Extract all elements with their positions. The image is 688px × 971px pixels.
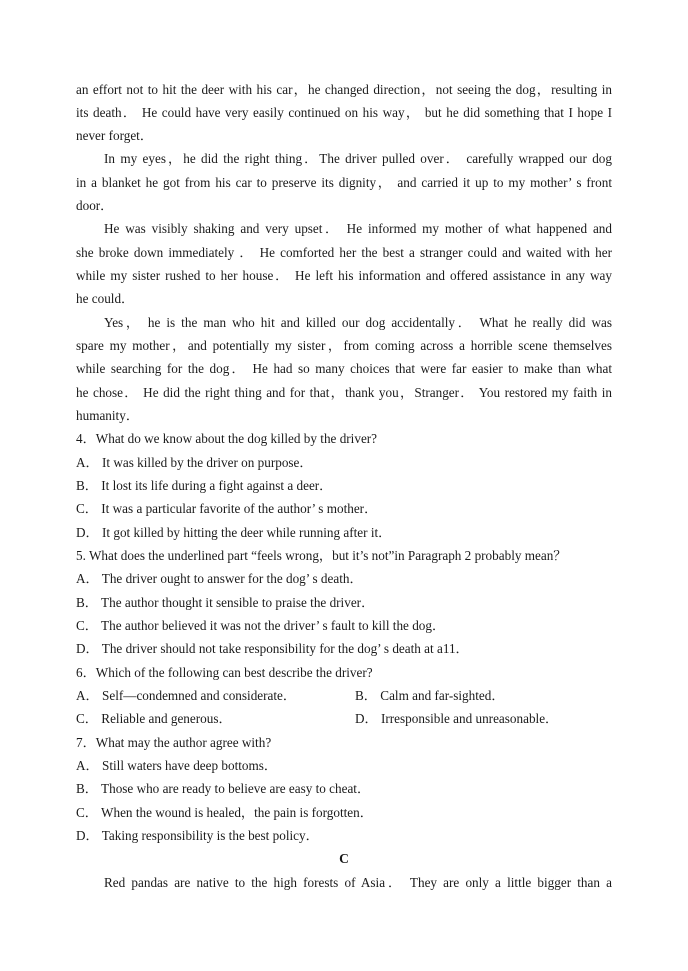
passage-line: an effort not to hit the deer with his car，he changed direction，not seeing the dog，resulting in xyxy=(76,82,612,97)
question-stem-7: 7．What may the author agree with? xyxy=(76,735,272,750)
option-5c: C． The author believed it was not the driver’ s fault to kill the dog． xyxy=(76,618,446,633)
option-7c: C． When the wound is healed，the pain is forgotten． xyxy=(76,805,373,820)
question-stem-6: 6．Which of the following can best describe the driver? xyxy=(76,665,373,680)
passage-line: while searching for the dog． He had so many choices that were far easier to make than what xyxy=(76,361,612,376)
question-stem-4: 4．What do we know about the dog killed by the driver? xyxy=(76,431,378,446)
passage-line: he chose． He did the right thing and for that，thank you，Stranger． You restored my faith in xyxy=(76,385,612,400)
passage-line: he could． xyxy=(76,291,135,306)
option-5b: B． The author thought it sensible to praise the driver． xyxy=(76,595,375,610)
passage-line: door． xyxy=(76,198,114,213)
passage-line: Red pandas are native to the high forests of Asia． They are only a little bigger than a xyxy=(104,875,612,890)
option-6d: D． Irresponsible and unreasonable． xyxy=(355,711,559,726)
option-4b: B． It lost its life during a fight against a deer． xyxy=(76,478,333,493)
option-6b: B． Calm and far-sighted． xyxy=(355,688,505,703)
passage-line: never forget． xyxy=(76,128,154,143)
passage-line: while my sister rushed to her house． He left his information and offered assistance in any way xyxy=(76,268,612,283)
passage-line: she broke down immediately ． He comforted her the best a stranger could and waited with her xyxy=(76,245,612,260)
passage-line: Yes， he is the man who hit and killed our dog accidentally． What he really did was xyxy=(104,315,612,330)
option-5d: D． The driver should not take responsibility for the dog’ s death at a11． xyxy=(76,641,469,656)
option-5a: A． The driver ought to answer for the dog’ s death． xyxy=(76,571,363,586)
section-heading: C xyxy=(339,851,349,866)
option-6c: C． Reliable and generous． xyxy=(76,711,232,726)
option-4d: D． It got killed by hitting the deer while running after it． xyxy=(76,525,392,540)
option-6a: A． Self—condemned and considerate． xyxy=(76,688,297,703)
question-stem-5: 5. What does the underlined part “feels wrong，but it’s not”in Paragraph 2 probably mean？ xyxy=(76,548,567,563)
option-4c: C． It was a particular favorite of the author’ s mother． xyxy=(76,501,378,516)
passage-line: He was visibly shaking and very upset． He informed my mother of what happened and xyxy=(104,221,612,236)
passage-line: its death． He could have very easily continued on his way， but he did something that I hope I xyxy=(76,105,612,120)
option-7d: D． Taking responsibility is the best policy． xyxy=(76,828,319,843)
option-7a: A． Still waters have deep bottoms． xyxy=(76,758,278,773)
option-4a: A． It was killed by the driver on purpose． xyxy=(76,455,313,470)
passage-line: spare my mother，and potentially my sister，from coming across a horrible scene themselves xyxy=(76,338,612,353)
passage-line: humanity． xyxy=(76,408,140,423)
passage-line: In my eyes，he did the right thing．The driver pulled over． carefully wrapped our dog xyxy=(104,151,612,166)
passage-line: in a blanket he got from his car to preserve its dignity， and carried it up to my mother’ s front xyxy=(76,175,612,190)
option-7b: B． Those who are ready to believe are easy to cheat． xyxy=(76,781,371,796)
